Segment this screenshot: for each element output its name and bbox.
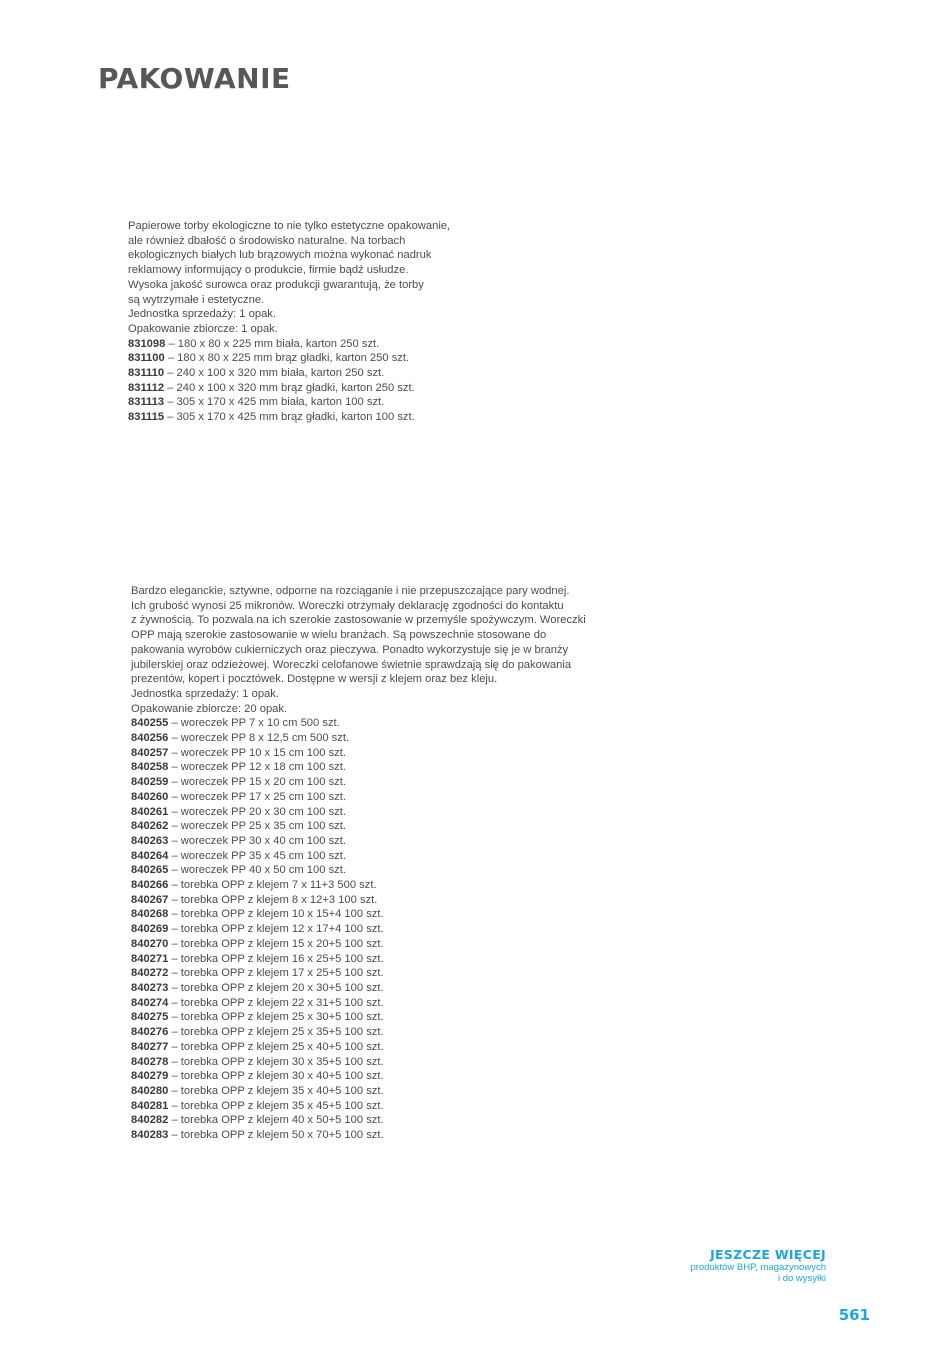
paper-bags-description bbox=[128, 219, 450, 337]
product-description: – woreczek PP 17 x 25 cm 100 szt. bbox=[168, 790, 346, 803]
product-row bbox=[128, 366, 450, 381]
pp-opp-bags-description bbox=[131, 584, 586, 716]
description-line: Wysoka jakość surowca oraz produkcji gwarantują, że torby bbox=[128, 278, 424, 291]
product-row bbox=[131, 1113, 586, 1128]
paper-bags-product-list bbox=[128, 337, 450, 425]
product-row bbox=[131, 1069, 586, 1084]
pp-opp-bags-section bbox=[131, 584, 586, 1143]
product-code: 840283 bbox=[131, 1129, 169, 1142]
description-line: ekologicznych białych lub brązowych można wykonać nadruk bbox=[128, 249, 432, 262]
product-row bbox=[131, 790, 586, 805]
product-description: – torebka OPP z klejem 10 x 15+4 100 szt. bbox=[168, 908, 384, 921]
product-row bbox=[131, 819, 586, 834]
product-row bbox=[131, 805, 586, 820]
product-description: – 180 x 80 x 225 mm brąz gładki, karton 250 szt. bbox=[164, 352, 410, 365]
product-code: 840266 bbox=[131, 879, 169, 892]
product-row bbox=[131, 1099, 586, 1114]
product-row bbox=[131, 878, 586, 893]
product-row bbox=[128, 410, 450, 425]
product-row bbox=[128, 351, 450, 366]
product-code: 840260 bbox=[131, 790, 169, 803]
product-row bbox=[131, 952, 586, 967]
product-row bbox=[128, 337, 450, 352]
product-description: – torebka OPP z klejem 30 x 35+5 100 szt. bbox=[168, 1055, 384, 1068]
product-code: 831098 bbox=[128, 337, 166, 350]
more-products-subtitle: i do wysyłki bbox=[777, 1273, 826, 1284]
product-description: – torebka OPP z klejem 25 x 40+5 100 szt. bbox=[168, 1040, 384, 1053]
product-code: 831115 bbox=[128, 411, 165, 424]
description-line: są wytrzymałe i estetyczne. bbox=[128, 293, 265, 306]
product-code: 840263 bbox=[131, 834, 169, 847]
product-row bbox=[131, 1055, 586, 1070]
product-description: – torebka OPP z klejem 35 x 45+5 100 szt. bbox=[168, 1099, 384, 1112]
product-row bbox=[131, 966, 586, 981]
more-products-subtitle: produktów BHP, magazynowych bbox=[690, 1262, 826, 1273]
product-description: – woreczek PP 15 x 20 cm 100 szt. bbox=[168, 776, 346, 789]
product-description: – torebka OPP z klejem 16 x 25+5 100 szt. bbox=[168, 952, 384, 965]
product-description: – woreczek PP 10 x 15 cm 100 szt. bbox=[168, 746, 346, 759]
product-row bbox=[131, 716, 586, 731]
product-code: 840262 bbox=[131, 820, 169, 833]
product-row bbox=[131, 893, 586, 908]
bulk-package: Opakowanie zbiorcze: 1 opak. bbox=[128, 322, 278, 335]
product-row bbox=[131, 1010, 586, 1025]
description-line: OPP mają szerokie zastosowanie w wielu branżach. Są powszechnie stosowane do bbox=[131, 629, 547, 642]
product-code: 840273 bbox=[131, 981, 169, 994]
product-description: – torebka OPP z klejem 22 x 31+5 100 szt. bbox=[168, 996, 384, 1009]
product-row bbox=[131, 981, 586, 996]
product-code: 840277 bbox=[131, 1040, 169, 1053]
product-code: 840278 bbox=[131, 1055, 169, 1068]
paper-bags-section bbox=[128, 219, 450, 425]
description-line: Ich grubość wynosi 25 mikronów. Woreczki otrzymały deklarację zgodności do kontaktu bbox=[131, 599, 564, 612]
product-code: 831112 bbox=[128, 381, 165, 394]
product-row bbox=[131, 996, 586, 1011]
product-description: – torebka OPP z klejem 50 x 70+5 100 szt. bbox=[168, 1129, 384, 1142]
description-line: Bardzo eleganckie, sztywne, odporne na rozciąganie i nie przepuszczające pary wodnej. bbox=[131, 585, 570, 597]
product-row bbox=[131, 746, 586, 761]
product-code: 840271 bbox=[131, 952, 169, 965]
product-code: 831113 bbox=[128, 396, 165, 409]
product-code: 840280 bbox=[131, 1084, 169, 1097]
product-description: – woreczek PP 20 x 30 cm 100 szt. bbox=[168, 805, 346, 818]
sales-unit: Jednostka sprzedaży: 1 opak. bbox=[128, 308, 277, 321]
description-line: pakowania wyrobów cukierniczych oraz pieczywa. Ponadto wykorzystuje się je w branży bbox=[131, 643, 569, 656]
description-line: jubilerskiej oraz odzieżowej. Woreczki celofanowe świetnie sprawdzają się do pakowania bbox=[131, 658, 572, 671]
product-row bbox=[131, 937, 586, 952]
product-row bbox=[128, 395, 450, 410]
product-description: – torebka OPP z klejem 40 x 50+5 100 szt. bbox=[168, 1114, 384, 1127]
product-code: 840267 bbox=[131, 893, 169, 906]
product-description: – torebka OPP z klejem 25 x 30+5 100 szt. bbox=[168, 1011, 384, 1024]
product-row bbox=[131, 1025, 586, 1040]
description-line: z żywnością. To pozwala na ich szerokie zastosowanie w przemyśle spożywczym. Woreczki bbox=[131, 614, 586, 627]
product-description: – 240 x 100 x 320 mm brąz gładki, karton 250 szt. bbox=[164, 381, 415, 394]
product-code: 840269 bbox=[131, 923, 169, 936]
product-code: 840257 bbox=[131, 746, 169, 759]
product-row bbox=[131, 863, 586, 878]
product-row bbox=[131, 922, 586, 937]
product-code: 840276 bbox=[131, 1026, 169, 1039]
product-row bbox=[131, 849, 586, 864]
product-description: – torebka OPP z klejem 20 x 30+5 100 szt. bbox=[168, 981, 384, 994]
pp-opp-bags-product-list bbox=[131, 716, 586, 1142]
product-description: – woreczek PP 7 x 10 cm 500 szt. bbox=[168, 717, 340, 730]
product-description: – woreczek PP 40 x 50 cm 100 szt. bbox=[168, 864, 346, 877]
product-row bbox=[131, 1040, 586, 1055]
product-code: 840264 bbox=[131, 849, 169, 862]
page-title: PAKOWANIE bbox=[98, 62, 291, 95]
product-row bbox=[128, 381, 450, 396]
product-description: – woreczek PP 35 x 45 cm 100 szt. bbox=[168, 849, 346, 862]
product-code: 840274 bbox=[131, 996, 169, 1009]
product-code: 831100 bbox=[128, 352, 165, 365]
product-description: – woreczek PP 25 x 35 cm 100 szt. bbox=[168, 820, 346, 833]
page-number: 561 bbox=[838, 1306, 870, 1324]
product-code: 840261 bbox=[131, 805, 169, 818]
product-code: 831110 bbox=[128, 367, 165, 380]
product-description: – torebka OPP z klejem 30 x 40+5 100 szt. bbox=[168, 1070, 384, 1083]
product-code: 840270 bbox=[131, 937, 169, 950]
product-row bbox=[131, 1128, 586, 1143]
product-row bbox=[131, 731, 586, 746]
product-code: 840281 bbox=[131, 1099, 169, 1112]
more-products-link[interactable] bbox=[690, 1247, 826, 1284]
product-description: – torebka OPP z klejem 25 x 35+5 100 szt. bbox=[168, 1026, 384, 1039]
product-description: – torebka OPP z klejem 15 x 20+5 100 szt. bbox=[168, 937, 384, 950]
product-description: – 240 x 100 x 320 mm biała, karton 250 szt. bbox=[164, 367, 385, 380]
product-row bbox=[131, 834, 586, 849]
product-row bbox=[131, 1084, 586, 1099]
sales-unit: Jednostka sprzedaży: 1 opak. bbox=[131, 687, 280, 700]
product-code: 840268 bbox=[131, 908, 169, 921]
product-code: 840265 bbox=[131, 864, 169, 877]
product-description: – 180 x 80 x 225 mm biała, karton 250 szt. bbox=[165, 337, 380, 350]
more-products-title: JESZCZE WIĘCEJ bbox=[710, 1247, 826, 1262]
product-code: 840279 bbox=[131, 1070, 169, 1083]
product-code: 840256 bbox=[131, 732, 169, 745]
product-row bbox=[131, 760, 586, 775]
product-code: 840275 bbox=[131, 1011, 169, 1024]
product-code: 840259 bbox=[131, 776, 169, 789]
product-code: 840258 bbox=[131, 761, 169, 774]
product-description: – torebka OPP z klejem 12 x 17+4 100 szt. bbox=[168, 923, 384, 936]
description-line: reklamowy informujący o produkcie, firmie bądź usłudze. bbox=[128, 264, 409, 277]
product-description: – torebka OPP z klejem 7 x 11+3 500 szt. bbox=[168, 879, 377, 892]
product-description: – woreczek PP 30 x 40 cm 100 szt. bbox=[168, 834, 346, 847]
product-description: – torebka OPP z klejem 17 x 25+5 100 szt. bbox=[168, 967, 384, 980]
product-description: – woreczek PP 8 x 12,5 cm 500 szt. bbox=[168, 732, 350, 745]
product-code: 840282 bbox=[131, 1114, 169, 1127]
product-row bbox=[131, 907, 586, 922]
description-line: prezentów, kopert i pocztówek. Dostępne w wersji z klejem oraz bez kleju. bbox=[131, 673, 498, 686]
product-description: – torebka OPP z klejem 35 x 40+5 100 szt. bbox=[168, 1084, 384, 1097]
description-line: Papierowe torby ekologiczne to nie tylko estetyczne opakowanie, bbox=[128, 220, 451, 232]
product-code: 840255 bbox=[131, 717, 169, 730]
product-description: – woreczek PP 12 x 18 cm 100 szt. bbox=[168, 761, 346, 774]
description-line: ale również dbałość o środowisko naturalne. Na torbach bbox=[128, 234, 406, 247]
product-description: – 305 x 170 x 425 mm biała, karton 100 szt. bbox=[164, 396, 385, 409]
product-row bbox=[131, 775, 586, 790]
product-description: – 305 x 170 x 425 mm brąz gładki, karton 100 szt. bbox=[164, 411, 415, 424]
bulk-package: Opakowanie zbiorcze: 20 opak. bbox=[131, 702, 288, 715]
product-description: – torebka OPP z klejem 8 x 12+3 100 szt. bbox=[168, 893, 378, 906]
product-code: 840272 bbox=[131, 967, 169, 980]
